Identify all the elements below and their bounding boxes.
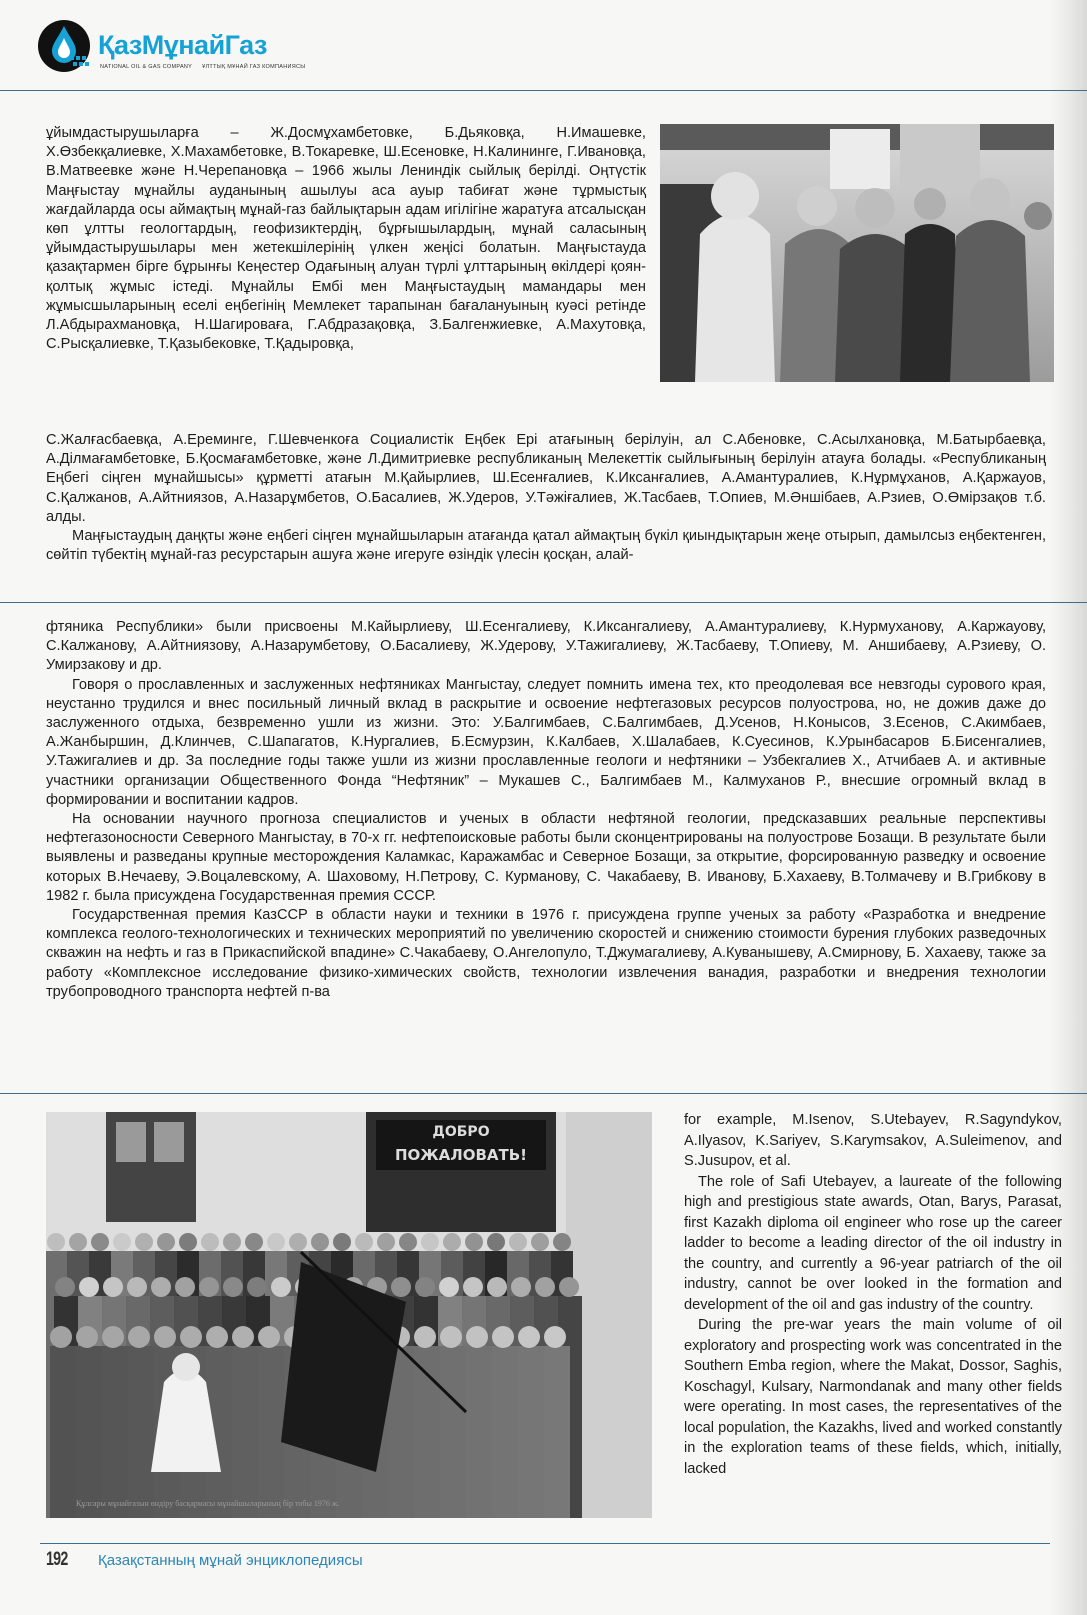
crowd-person-head [135,1233,153,1251]
section-rule-1 [0,602,1087,603]
kazmunaygas-logo-icon [36,18,92,74]
crowd-person-head [535,1277,555,1297]
crowd-person-head [47,1233,65,1251]
crowd-person-head [511,1277,531,1297]
crowd-person-head [355,1233,373,1251]
crowd-person-head [421,1233,439,1251]
crowd-person-head [271,1277,291,1297]
crowd-person-head [247,1277,267,1297]
crowd-person-head [206,1326,228,1348]
crowd-person-body [128,1346,154,1518]
crowd-person-head [201,1233,219,1251]
crowd-person-head [415,1277,435,1297]
crowd-person-head [509,1233,527,1251]
crowd-person-head [440,1326,462,1348]
crowd-person-head [463,1277,483,1297]
crowd-person-head [76,1326,98,1348]
photo-officials-group [660,124,1054,382]
logo-subtitle-kz: ҰЛТТЫҚ МҰНАЙ ГАЗ КОМПАНИЯСЫ [202,64,306,70]
crowd-person-head [414,1326,436,1348]
crowd-person-head [377,1233,395,1251]
crowd-person-head [79,1277,99,1297]
crowd-person-head [258,1326,280,1348]
crowd-person-head [443,1233,461,1251]
crowd-person-head [245,1233,263,1251]
crowd-person-head [492,1326,514,1348]
crowd-person-head [267,1233,285,1251]
english-paragraph-2: The role of Safi Utebayev, a laureate of the following high and prestigious state awards, Otan, Barys, Parasat, first Kazakh diploma oil engineer who rose up the career ladder to become a leading director of the oil industry in the country, and currently a 96-year patriarch of the oil industry, cannot be over looked in the formation and development of the oil and gas industry of the country. [684,1173,1062,1313]
logo-subtitle-en: NATIONAL OIL & GAS COMPANY [100,64,193,70]
crowd-person-body [414,1346,440,1518]
crowd-person-head [199,1277,219,1297]
crowd-person-head [113,1233,131,1251]
crowd-person-body [76,1346,102,1518]
crowd-person-head [175,1277,195,1297]
crowd-person-head [311,1233,329,1251]
crowd-person-head [180,1326,202,1348]
crowd-person-head [487,1277,507,1297]
crowd-person-head [223,1277,243,1297]
crowd-person-body [466,1346,492,1518]
english-text [684,1110,1062,1479]
crowd-person-head [391,1277,411,1297]
russian-paragraph-1: фтяника Республики» были присвоены М.Кайырлиеву, Ш.Есенгалиеву, К.Иксангалиеву, А.Амантуралиеву, К.Нурмуханову, А.Каржауову, С.Калжанову, А.Айтниязову, А.Назарумбетову, О.Басалиеву, Ж.Удерову, У.Тажигалиеву, Ж.Тасбаеву, Т.Опиеву, М. Аншибаеву, А.Рзиеву, О. Умирзакову и др. [46,619,1046,674]
crowd-person-head [154,1326,176,1348]
crowd-person-head [232,1326,254,1348]
crowd-person-body [492,1346,518,1518]
english-paragraph-3: During the pre-war years the main volume of oil exploratory and prospecting work was concentrated in the Southern Emba region, where the Makat, Dossor, Saghis, Koschagyl, Kulsary, Narmondanak and many other fields were operating. In most cases, the representatives of the local population, the Kazakhs, lived and worked constantly in the exploration teams of these fields, which, initially, lacked [684,1317,1062,1477]
welcome-sign-line2: ПОЖАЛОВАТЬ! [394,1146,528,1164]
page-header [0,0,1087,92]
crowd-person-body [102,1346,128,1518]
crowd-person-body [544,1346,570,1518]
welcome-sign-line1: ДОБРО [432,1124,490,1140]
crowd-person-head [487,1233,505,1251]
crowd-person-head [223,1233,241,1251]
crowd-person-head [103,1277,123,1297]
crowd-person-head [55,1277,75,1297]
crowd-person-head [102,1326,124,1348]
russian-paragraph-3: На основании научного прогноза специалистов и ученых в области нефтяной геологии, предсказавших реальные перспективы нефтегазоносности Северного Мангыстау, в 70-х гг. нефтепоисковые работы были сконцентрированы на полуострове Бозащи. В результате были выявлены и разведаны крупные месторождения Каламкас, Каражамбас и Северное Бозащи, за открытие, форсированную разведку и освоение которых В.Нечаеву, Э.Воцалевскому, А. Шаховому, Н.Петрову, С. Курманову, С. Чакабаеву, В. Иванову, Б.Хахаеву, В.Толмачеву и В.Грибкову в 1982 г. была присуждена Государственная премия СССР. [46,811,1046,904]
crowd-person-head [544,1326,566,1348]
russian-paragraph-2: Говоря о прославленных и заслуженных нефтяниках Мангыстау, следует помнить имена тех, кто преодолевая все невзгоды сурового края, неустанно трудился и внес посильный личный вклад в раскрытие и освоение нефтегазовых ресурсов полуострова, но, не дожив даже до заслуженного отдыха, безвременно ушли из жизни. Это: У.Балгимбаев, С.Балгимбаев, Д.Усенов, Н.Конысов, З.Есенов, С.Акимбаев, А.Жанбыршин, Д.Клинчев, С.Шапагатов, К.Нургалиев, Б.Есмурзин, К.Калбаев, Х.Шалабаев, К.Суесинов, К.Урынбасаров Б.Бисенгалиев, У.Тажигалиев и др. За последние годы также ушли из жизни прославленные геологи и нефтяники – Узбекгалиев Х., Атчибаев А. и активные участники организации Общественного Фонда “Нефтяник” – Мукашев С., Балгимбаев М., Калмуханов Р., внесшие огромный вклад в формировании и воспитании кадров. [46,676,1046,808]
book-title: Қазақстанның мұнай энциклопедиясы [98,1552,363,1569]
page-number: 192 [46,1549,68,1570]
crowd-person-head [151,1277,171,1297]
photo-oilworkers-group [46,1112,652,1518]
crowd-person-head [127,1277,147,1297]
crowd-person-head [91,1233,109,1251]
crowd-person-head [439,1277,459,1297]
crowd-person-head [69,1233,87,1251]
crowd-person-head [128,1326,150,1348]
photo-officials-image [660,124,1054,382]
photo-caption: Құлсары мұнайгазын өндіру басқармасы мұнайшыларының бір тобы 1976 ж. [76,1499,340,1508]
crowd-person-head [553,1233,571,1251]
page-footer [46,1549,1046,1575]
kazakh-paragraph-3: Маңғыстаудың даңқты және еңбегі сіңген мұнайшыларын атағанда қатал аймақтың бүкіл қиындықтарын жеңе отырып, дамылсыз еңбектенген, сөйтіп түбектің мұнай-газ ресурстарын ашуға және игеруге өзіндік үлесін қосқан, алай- [46,528,1046,564]
kazakh-paragraph-1a [46,124,646,354]
crowd-person-head [50,1326,72,1348]
photo-oilworkers-image [46,1112,652,1518]
crowd-person-head [157,1233,175,1251]
crowd-person-head [466,1326,488,1348]
crowd-person-body [258,1346,284,1518]
crowd-person-head [399,1233,417,1251]
crowd-person-head [289,1233,307,1251]
logo-subtitle [100,64,305,70]
crowd-person-head [518,1326,540,1348]
crowd-person-head [179,1233,197,1251]
english-paragraph-1: for example, M.Isenov, S.Utebayev, R.Sagyndykov, A.Ilyasov, K.Sariyev, S.Karymsakov, A.Suleimenov, and S.Jusupov, et al. [684,1112,1062,1169]
header-rule [0,90,1087,91]
section-rule-2 [0,1093,1087,1094]
kazakh-paragraph-1: ұйымдастырушыларға – Ж.Досмұхамбетовке, Б.Дьяковқа, Н.Имашевке, Х.Өзбекқалиевке, Х.Махамбетовке, В.Токаревке, Ш.Есеновке, Н.Калининге, Г.Ивановқа, В.Матвеевке және Н.Черепановқа – 1966 жылы Лениндік сыйлық берілді. Оңтүстік Маңғыстау мұнайлы ауданының ашылуы аса ауыр табиғат және тұрмыстық жағдайларда осы аймақтың мұнай-газ байлықтарын адам игілігіне жаратуға атсалысқан көп ұлтты геологтардың, геофизиктердің, бұрғышылардың, мұнай саласының ұйымдастырушылары мен жетекшілерінің үлкен жеңісі болатын. Маңғыстауда қазақтармен бірге бұрынғы Кеңестер Одағының алуан түрлі ұлттарының өкілдері қоян-қолтық жұмыс істеді. Мұнайлы Ембі мен Маңғыстаудың мамандары мен жұмысшыларының еселі еңбегінің Мемлекет тарапынан бағалануының куәсі ретінде Л.Абдырахмановқа, Н.Шагироваға, Г.Абдразақовқа, З.Балгенжиевке, А.Махутовқа, С.Рысқалиевке, Т.Қазыбековке, Т.Қадыровқа, [46,125,646,353]
kazakh-paragraph-2: С.Жалғасбаевқа, А.Еремингe, Г.Шевченкоға Социалистік Еңбек Ері атағының берілуін, ал С.Абеновке, С.Асылхановқа, М.Батырбаевқа, А.Ділмағамбетовке, Б.Қосмағамбетовке, және Л.Димитриевке республиканың Мелекеттік сыйлығының берілуін атауға болады. «Республиканың Еңбегі сіңген мұнайшысы» құрметті атағын М.Қайырлиев, Ш.Есенғалиев, К.Иксанғалиев, А.Амантуралиев, К.Нұрмұханов, А.Қаржауов, С.Қалжанов, А.Айтниязов, А.Назарұмбетов, О.Басалиев, Ж.Удеров, У.Тәжiғалиев, Ж.Тасбаев, Т.Опиев, М.Әншібаев, А.Рзиев, О.Өмірзақов т.б. алды. [46,432,1046,525]
russian-text [46,618,1046,1002]
kazakh-text-full-width [46,431,1046,565]
russian-paragraph-4: Государственная премия КазССР в области науки и техники в 1976 г. присуждена группе ученых за работу «Разработка и внедрение комплекса геолого-технологических и технических мероприятий по увеличению скоростей и снижению стоимости бурения глубоких разведочных скважин на нефть и газ в Прикаспийской впадине» С.Чакабаеву, О.Ангелопуло, Т.Джумагалиеву, А.Куванышеву, А.Смирнову, Б. Хахаеву, также за работу «Комплексное исследование физико-химических свойств, технологии извлечения ванадия, разработки и внедрения технологии трубопроводного транспорта нефтей п-ва [46,907,1046,1000]
crowd-person-head [465,1233,483,1251]
crowd-person-head [559,1277,579,1297]
crowd-person-head [531,1233,549,1251]
footer-rule [40,1543,1050,1544]
crowd-person-body [518,1346,544,1518]
crowd-person-body [440,1346,466,1518]
crowd-person-head [333,1233,351,1251]
logo-wordmark: ҚазМұнайГаз [98,30,267,60]
crowd-person-body [50,1346,76,1518]
crowd-person-body [232,1346,258,1518]
